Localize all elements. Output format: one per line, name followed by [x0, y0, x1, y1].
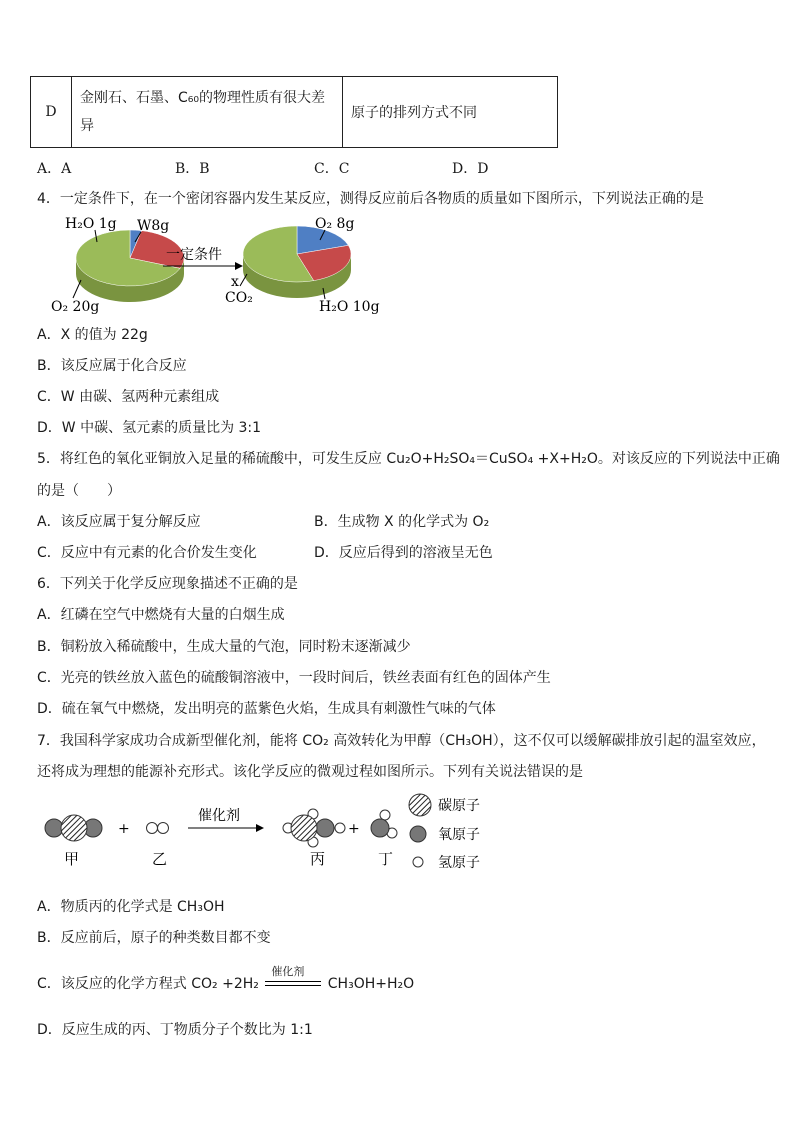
q3-option-a[interactable]: A．A [37, 161, 72, 177]
q4-pie-figure [35, 208, 395, 320]
q4-option-b[interactable]: B．该反应属于化合反应 [37, 358, 187, 374]
q5-option-c[interactable]: C．反应中有元素的化合价发生变化 [37, 545, 257, 561]
answer-table [30, 76, 558, 148]
q7-option-a[interactable]: A．物质丙的化学式是 CH₃OH [37, 899, 225, 915]
q7-option-c-prefix: C．该反应的化学方程式 CO₂ +2H₂ [37, 976, 259, 992]
table-fact: 金刚石、石墨、C₆₀的物理性质有很大差 异 [72, 77, 343, 148]
q4-stem: 4．一定条件下，在一个密闭容器内发生某反应，测得反应前后各物质的质量如下图所示，下列说法正确的是 [37, 191, 704, 207]
label-bing: 丙 [310, 850, 326, 868]
legend-oxygen-icon [410, 826, 426, 842]
label-jia: 甲 [64, 850, 80, 868]
label-ding: 丁 [378, 850, 394, 868]
plus-2: + [348, 821, 360, 837]
q4-option-c[interactable]: C．W 由碳、氢两种元素组成 [37, 389, 220, 405]
label-after-co2: CO₂ [225, 290, 253, 306]
q5-stem-line2: 的是（ ） [37, 483, 121, 499]
table-letter: D [31, 77, 72, 148]
q3-option-d[interactable]: D．D [452, 161, 489, 177]
molecule-ding [371, 810, 397, 838]
legend-hydrogen-icon [413, 857, 423, 867]
plus-1: + [118, 821, 130, 837]
q3-option-c[interactable]: C．C [314, 161, 350, 177]
q5-option-a[interactable]: A．该反应属于复分解反应 [37, 514, 201, 530]
q7-option-b[interactable]: B．反应前后，原子的种类数目都不变 [37, 930, 271, 946]
label-before-w: W8g [137, 218, 170, 234]
q5-stem-line1: 5．将红色的氧化亚铜放入足量的稀硫酸中，可发生反应 Cu₂O+H₂SO₄＝CuSO₄ +X+H₂O。对该反应的下列说法中正确 [37, 451, 780, 467]
label-yi: 乙 [152, 850, 168, 868]
q6-option-b[interactable]: B．铜粉放入稀硫酸中，生成大量的气泡，同时粉末逐渐减少 [37, 639, 411, 655]
q6-option-c[interactable]: C．光亮的铁丝放入蓝色的硫酸铜溶液中，一段时间后，铁丝表面有红色的固体产生 [37, 670, 551, 686]
legend-carbon-icon [409, 794, 431, 816]
q5-option-d[interactable]: D．反应后得到的溶液呈无色 [314, 545, 493, 561]
equation-catalyst-label: 催化剂 [271, 965, 305, 978]
table-reason: 原子的排列方式不同 [343, 77, 558, 148]
q5-option-b[interactable]: B．生成物 X 的化学式为 O₂ [314, 514, 490, 530]
q7-option-c-suffix: CH₃OH+H₂O [327, 976, 415, 992]
q4-option-d[interactable]: D．W 中碳、氢元素的质量比为 3:1 [37, 420, 262, 436]
label-before-o2: O₂ 20g [51, 299, 100, 315]
q7-stem-line1: 7．我国科学家成功合成新型催化剂，能将 CO₂ 高效转化为甲醇（CH₃OH），这不仅可以缓解碳排放引起的温室效应， [37, 733, 766, 749]
q7-stem-line2: 还将成为理想的能源补充形式。该化学反应的微观过程如图所示。下列有关说法错误的是 [37, 764, 583, 780]
q6-option-a[interactable]: A．红磷在空气中燃烧有大量的白烟生成 [37, 607, 285, 623]
q4-option-a[interactable]: A．X 的值为 22g [37, 327, 148, 343]
label-before-h2o: H₂O 1g [65, 216, 117, 232]
q7-catalyst-label: 催化剂 [198, 808, 240, 824]
molecule-yi [147, 823, 169, 834]
molecule-jia [45, 815, 102, 841]
arrow-head [235, 262, 243, 270]
q7-option-c[interactable] [37, 965, 415, 993]
legend-oxygen: 氧原子 [438, 827, 480, 843]
arrow-label: 一定条件 [166, 247, 222, 263]
pie-after [243, 226, 351, 298]
table-row [31, 77, 558, 148]
q6-option-d[interactable]: D．硫在氧气中燃烧，发出明亮的蓝紫色火焰，生成具有刺激性气味的气体 [37, 701, 496, 717]
label-after-h2o: H₂O 10g [319, 299, 380, 315]
legend-hydrogen: 氢原子 [438, 855, 480, 871]
molecule-bing [283, 809, 345, 847]
q6-stem: 6．下列关于化学反应现象描述不正确的是 [37, 576, 298, 592]
q3-option-b[interactable]: B．B [175, 161, 210, 177]
equation-catalyst-sign [265, 965, 321, 991]
label-after-o2: O₂ 8g [315, 216, 355, 232]
legend-carbon: 碳原子 [438, 798, 480, 814]
label-after-x: x [231, 274, 239, 290]
q7-molecule-diagram [30, 788, 500, 878]
q7-option-d[interactable]: D．反应生成的丙、丁物质分子个数比为 1:1 [37, 1022, 313, 1038]
